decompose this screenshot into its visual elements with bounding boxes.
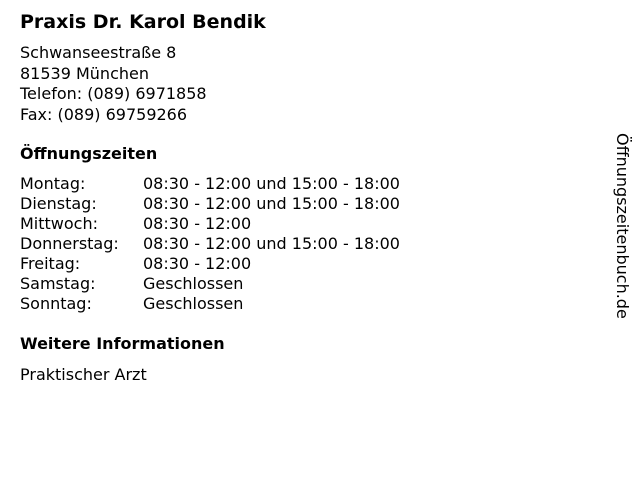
opening-hours-table bbox=[20, 174, 400, 314]
day-label: Samstag: bbox=[20, 274, 96, 293]
practice-category: Praktischer Arzt bbox=[20, 365, 147, 384]
site-watermark: Öffnungszeitenbuch.de bbox=[613, 133, 632, 319]
day-label: Mittwoch: bbox=[20, 214, 98, 233]
opening-hours-heading: Öffnungszeiten bbox=[20, 144, 158, 163]
day-label: Dienstag: bbox=[20, 194, 97, 213]
hours-row-monday bbox=[20, 174, 400, 194]
city: 81539 München bbox=[20, 63, 149, 83]
day-label: Sonntag: bbox=[20, 294, 92, 313]
phone-number: Telefon: (089) 6971858 bbox=[20, 84, 207, 103]
hours-row-tuesday bbox=[20, 194, 400, 214]
business-name: Praxis Dr. Karol Bendik bbox=[20, 11, 266, 33]
time-value: 08:30 - 12:00 und 15:00 - 18:00 bbox=[143, 234, 400, 253]
street-address: Schwanseestraße 8 bbox=[20, 43, 177, 62]
hours-row-thursday bbox=[20, 234, 400, 254]
more-info-heading: Weitere Informationen bbox=[20, 334, 225, 353]
time-value: 08:30 - 12:00 und 15:00 - 18:00 bbox=[143, 194, 400, 213]
hours-row-wednesday bbox=[20, 214, 400, 234]
day-label: Montag: bbox=[20, 174, 86, 193]
time-value: Geschlossen bbox=[143, 274, 244, 293]
fax-number: Fax: (089) 69759266 bbox=[20, 104, 188, 124]
hours-row-friday bbox=[20, 254, 400, 274]
time-value: 08:30 - 12:00 und 15:00 - 18:00 bbox=[143, 174, 400, 193]
address-block bbox=[20, 43, 207, 125]
time-value: 08:30 - 12:00 bbox=[143, 254, 252, 273]
hours-row-sunday bbox=[20, 294, 400, 314]
day-label: Donnerstag: bbox=[20, 234, 119, 253]
hours-row-saturday bbox=[20, 274, 400, 294]
day-label: Freitag: bbox=[20, 254, 81, 273]
time-value: 08:30 - 12:00 bbox=[143, 214, 252, 233]
time-value: Geschlossen bbox=[143, 294, 244, 313]
